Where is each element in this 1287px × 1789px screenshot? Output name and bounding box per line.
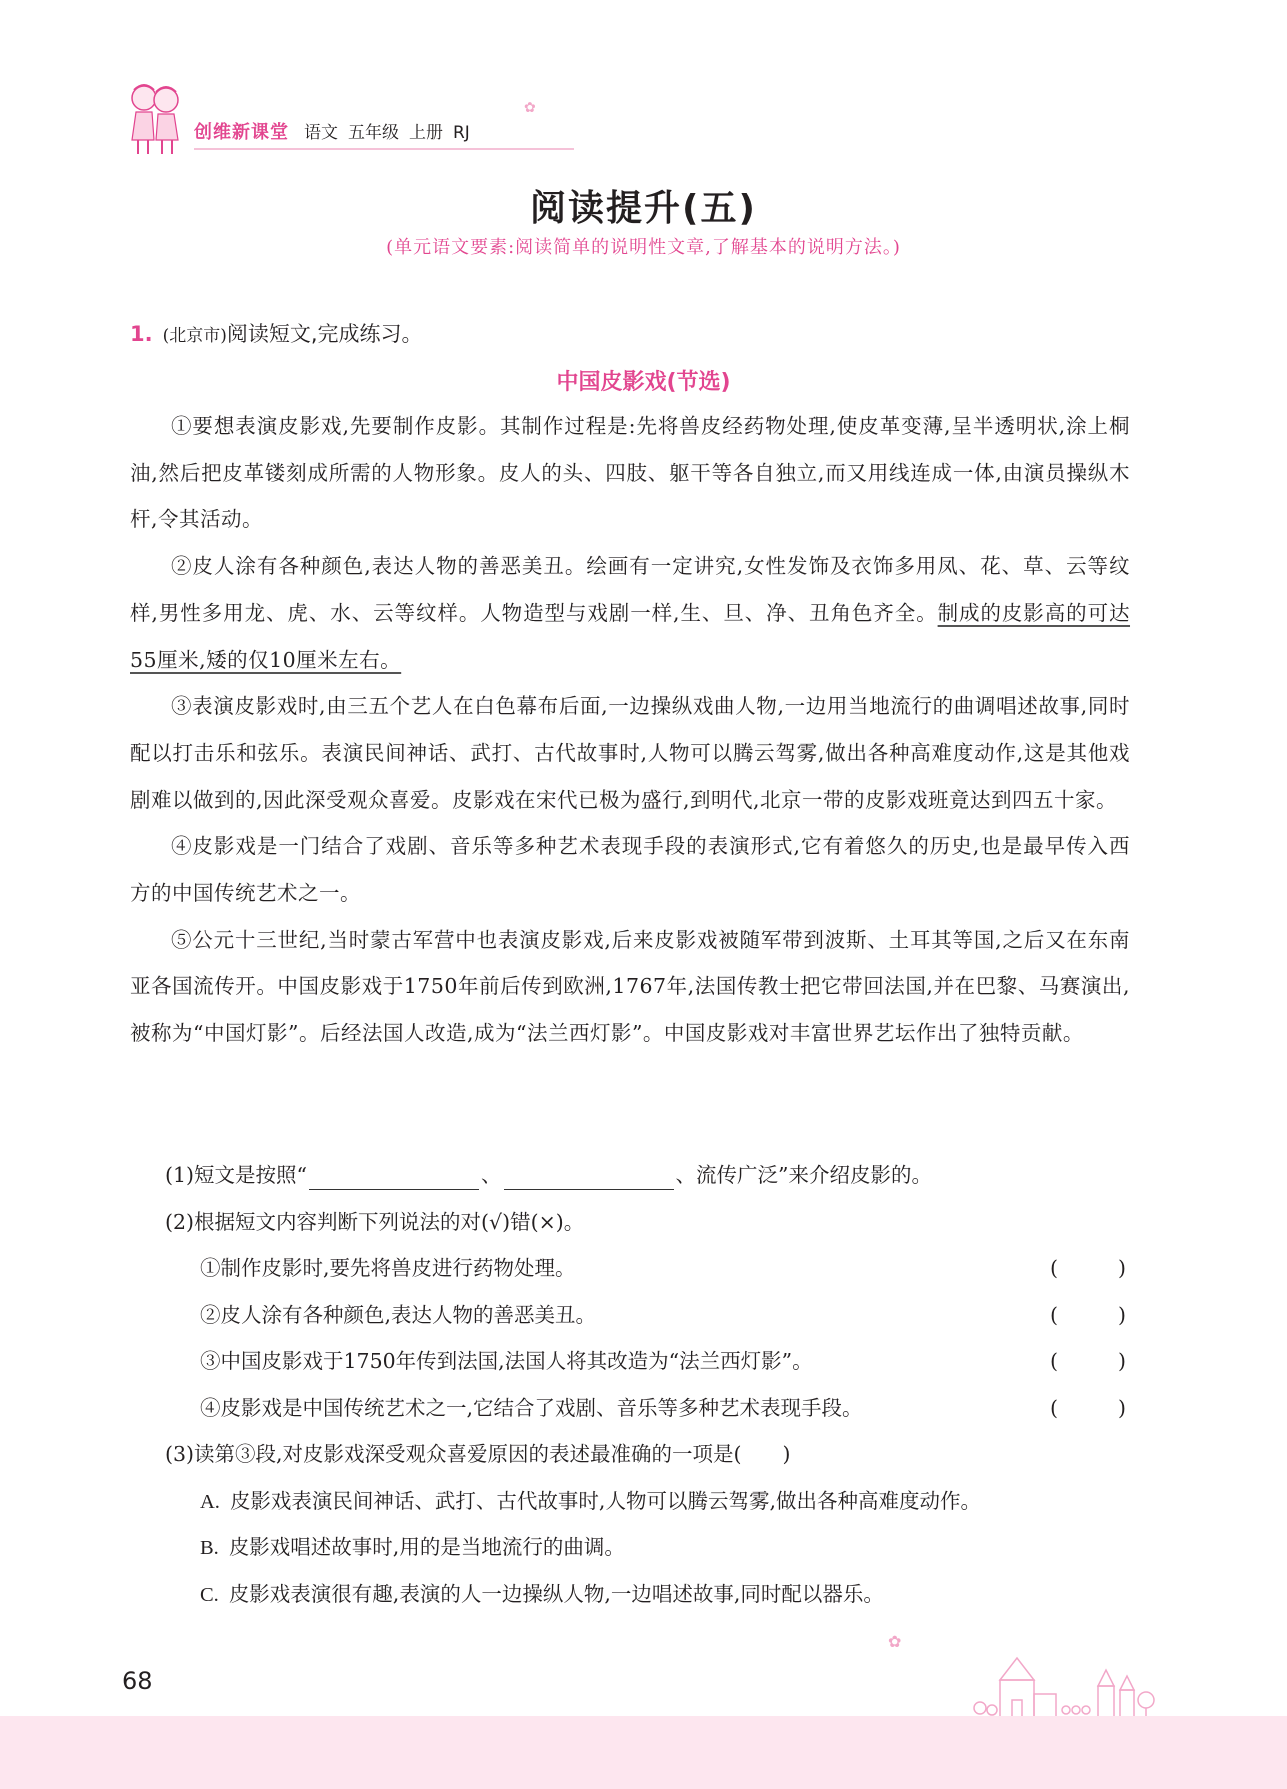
paragraph-2: [130, 543, 1130, 683]
paragraph-3: ③表演皮影戏时,由三五个艺人在白色幕布后面,一边操纵戏曲人物,一边用当地流行的曲调唱述故事,同时配以打击乐和弦乐。表演民间神话、武打、古代故事时,人物可以腾云驾雾,做出各种高难度动作,这是其他戏剧难以做到的,因此深受观众喜爱。皮影戏在宋代已极为盛行,到明代,北京一带的皮影戏班竟达到四五十家。: [130, 694, 1130, 812]
edition-label: RJ: [453, 123, 470, 143]
option-a[interactable]: [130, 1478, 1130, 1525]
sub-question-2: (2)根据短文内容判断下列说法的对(√)错(×)。: [165, 1209, 585, 1234]
judgement-text: ①制作皮影时,要先将兽皮进行药物处理。: [200, 1256, 576, 1280]
paragraph-1: ①要想表演皮影戏,先要制作皮影。其制作过程是:先将兽皮经药物处理,使皮革变薄,呈半透明状,涂上桐油,然后把皮革镂刻成所需的人物形象。皮人的头、四肢、躯干等各自独立,而又用线连成一体,由演员操纵木杆,令其活动。: [130, 414, 1130, 532]
grade-label: 五年级: [348, 123, 399, 143]
judgement-text: ③中国皮影戏于1750年传到法国,法国人将其改造为“法兰西灯影”。: [200, 1349, 813, 1373]
paragraph-5: ⑤公元十三世纪,当时蒙古军营中也表演皮影戏,后来皮影戏被随军带到波斯、土耳其等国,之后又在东南亚各国流传开。中国皮影戏于1750年前后传到欧洲,1767年,法国传教士把它带回法国,并在巴黎、马赛演出,被称为“中国灯影”。后经法国人改造,成为“法兰西灯影”。中国皮影戏对丰富世界艺坛作出了独特贡献。: [130, 927, 1130, 1046]
butterfly-icon: ✿: [888, 1632, 902, 1651]
subject-label: 语文: [304, 123, 338, 143]
judgement-item-2: [130, 1292, 1130, 1339]
question-source: (北京市): [162, 326, 227, 346]
sub-question-1-prefix: (1)短文是按照“: [165, 1163, 308, 1187]
option-c[interactable]: [130, 1571, 1130, 1618]
paren-close: ): [1118, 1256, 1126, 1280]
page-header: [124, 78, 644, 158]
judgement-item-1: [130, 1245, 1130, 1292]
option-letter: B.: [200, 1537, 219, 1559]
answer-blank-1[interactable]: [309, 1163, 479, 1190]
judgement-text: ④皮影戏是中国传统艺术之一,它结合了戏剧、音乐等多种艺术表现手段。: [200, 1395, 863, 1420]
judgement-item-3: [130, 1338, 1130, 1385]
answer-parentheses[interactable]: [1050, 1338, 1126, 1385]
paren-open: (: [1050, 1349, 1058, 1373]
passage-title: 中国皮影戏(节选): [556, 370, 731, 395]
butterfly-icon: ✿: [524, 100, 536, 116]
answer-parentheses[interactable]: [1050, 1245, 1126, 1292]
sub-question-3: (3)读第③段,对皮影戏深受观众喜爱原因的表述最准确的一项是( ): [165, 1442, 791, 1466]
option-b[interactable]: [130, 1524, 1130, 1571]
judgement-item-4: [130, 1385, 1130, 1432]
volume-label: 上册: [409, 123, 443, 143]
answer-parentheses[interactable]: [1050, 1292, 1126, 1339]
question-1-header: [130, 318, 423, 348]
page-title: 阅读提升(五): [530, 188, 757, 229]
judgement-text: ②皮人涂有各种颜色,表达人物的善恶美丑。: [200, 1302, 597, 1327]
answer-parentheses[interactable]: [1050, 1385, 1126, 1432]
sub-question-1: [130, 1152, 1130, 1199]
book-info: [304, 118, 480, 143]
unit-requirement: (单元语文要素:阅读简单的说明性文章,了解基本的说明方法。): [386, 237, 901, 258]
header-divider: [194, 148, 574, 150]
sub-question-1-separator: 、: [481, 1163, 502, 1187]
brand-name: 创维新课堂: [194, 122, 289, 143]
castle-icon: [970, 1650, 1160, 1720]
paren-open: (: [1050, 1302, 1058, 1327]
paren-close: ): [1118, 1395, 1126, 1420]
children-mascot-icon: [124, 78, 188, 156]
option-letter: C.: [200, 1583, 219, 1606]
sub-questions: [130, 1152, 1130, 1617]
page-number: 68: [122, 1667, 153, 1695]
footer-band: [0, 1716, 1287, 1789]
paren-close: ): [1118, 1302, 1126, 1327]
option-letter: A.: [200, 1490, 220, 1513]
option-text: 皮影戏表演民间神话、武打、古代故事时,人物可以腾云驾雾,做出各种高难度动作。: [229, 1488, 981, 1513]
paren-open: (: [1050, 1395, 1058, 1420]
paragraph-2-underlined: 制成的皮影高的可达55厘米,矮的仅10厘米左右。: [130, 600, 1131, 672]
option-text: 皮影戏表演很有趣,表演的人一边操纵人物,一边唱述故事,同时配以器乐。: [228, 1581, 884, 1606]
question-number: 1.: [130, 322, 153, 346]
paren-close: ): [1118, 1349, 1126, 1373]
paren-open: (: [1050, 1256, 1058, 1280]
answer-blank-2[interactable]: [504, 1163, 674, 1190]
passage-body: [130, 403, 1130, 1057]
question-instruction: 阅读短文,完成练习。: [226, 322, 423, 346]
sub-question-1-suffix: 、流传广泛”来介绍皮影的。: [675, 1163, 933, 1187]
paragraph-2-main: ②皮人涂有各种颜色,表达人物的善恶美丑。绘画有一定讲究,女性发饰及衣饰多用凤、花、草、云等纹样,男性多用龙、虎、水、云等纹样。人物造型与戏剧一样,生、旦、净、丑角色齐全。: [130, 554, 1130, 625]
paragraph-4: ④皮影戏是一门结合了戏剧、音乐等多种艺术表现手段的表演形式,它有着悠久的历史,也是最早传入西方的中国传统艺术之一。: [130, 834, 1130, 906]
option-text: 皮影戏唱述故事时,用的是当地流行的曲调。: [228, 1535, 625, 1559]
